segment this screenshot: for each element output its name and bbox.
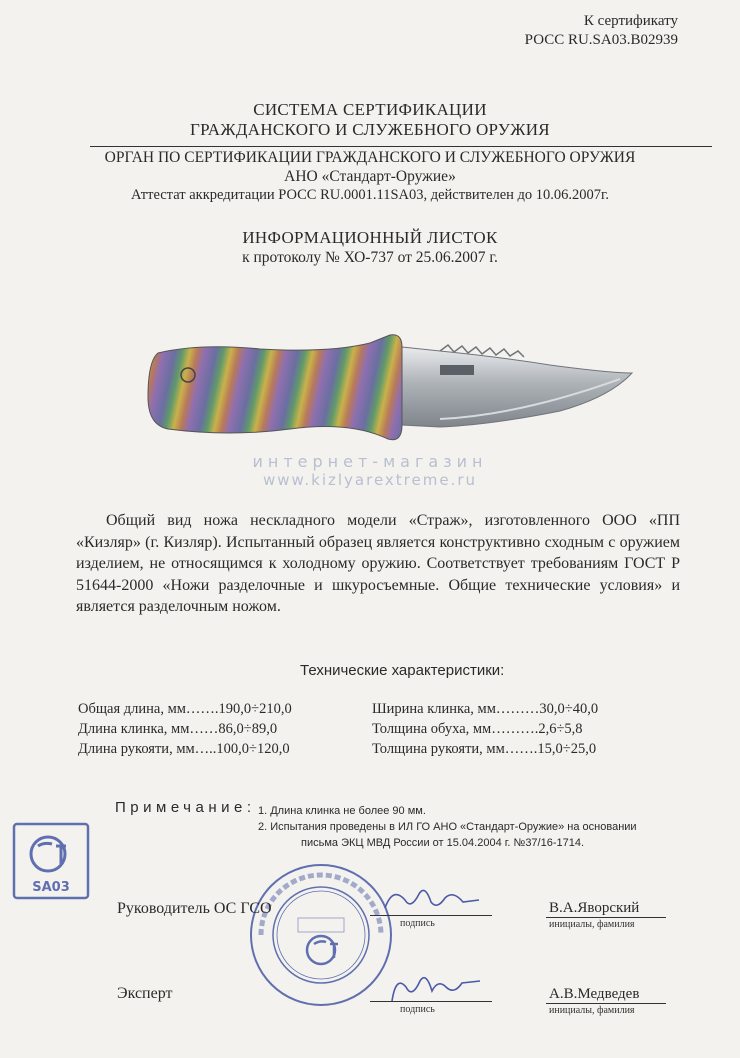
spec-item: Толщина обуха, мм……….2,6÷5,8 (372, 721, 583, 737)
sa03-stamp-text: SA03 (32, 880, 70, 895)
spec-item: Длина клинка, мм……86,0÷89,0 (78, 721, 278, 737)
head-role: Руководитель ОС ГСО (117, 900, 272, 917)
sa03-stamp (10, 820, 92, 902)
cert-ref-line-2: РОСС RU.SA03.B02939 (524, 32, 678, 48)
watermark (0, 452, 740, 489)
signature-line (370, 915, 492, 916)
spec-item: Толщина рукояти, мм…….15,0÷25,0 (372, 741, 597, 757)
body-title-line-1: ОРГАН ПО СЕРТИФИКАЦИИ ГРАЖДАНСКОГО И СЛУЖЕБНОГО ОРУЖИЯ (104, 149, 636, 166)
organization-seal (246, 860, 396, 1010)
name-line (546, 1003, 666, 1004)
name-line (546, 917, 666, 918)
accreditation-line: Аттестат аккредитации РОСС RU.0001.11SA03, действителен до 10.06.2007г. (131, 187, 609, 203)
signature-caption: подпись (400, 918, 435, 929)
knife-handle (148, 335, 402, 440)
signature-line (370, 1001, 492, 1002)
system-title-line-2: ГРАЖДАНСКОГО И СЛУЖЕБНОГО ОРУЖИЯ (190, 120, 550, 139)
spec-item: Общая длина, мм…….190,0÷210,0 (78, 701, 292, 717)
knife-image (140, 325, 640, 450)
body-title-line-2: АНО «Стандарт-Оружие» (284, 168, 456, 185)
notes-label: Примечание: (115, 799, 256, 816)
certification-body (0, 148, 740, 186)
signature-caption: подпись (400, 1004, 435, 1015)
blade-logo (440, 365, 474, 375)
spec-item: Ширина клинка, мм………30,0÷40,0 (372, 701, 599, 717)
note-item-1: 1. Длина клинка не более 90 мм. (258, 805, 426, 817)
protocol-line: к протоколу № ХО-737 от 25.06.2007 г. (242, 249, 498, 266)
note-item-2-continued: письма ЭКЦ МВД России от 15.04.2004 г. №37/16-1714. (301, 837, 585, 849)
cert-ref-line-1: К сертификату (583, 13, 678, 29)
initials-caption: инициалы, фамилия (549, 919, 635, 930)
system-header (0, 100, 740, 140)
expert-role: Эксперт (117, 985, 173, 1002)
signature-expert (380, 965, 490, 1009)
initials-caption: инициалы, фамилия (549, 1005, 635, 1016)
notes-list (258, 803, 637, 851)
watermark-line-2: www.kizlyarextreme.ru (262, 471, 478, 489)
certificate-reference (525, 12, 678, 50)
watermark-line-1: интернет-магазин (252, 452, 488, 471)
expert-name: А.В.Медведев (549, 986, 640, 1002)
header-divider (90, 146, 712, 147)
info-sheet-title: ИНФОРМАЦИОННЫЙ ЛИСТОК (242, 228, 498, 247)
signature-head (375, 880, 485, 920)
description-paragraph: Общий вид ножа нескладного модели «Страж», изготовленного ООО «ПП «Кизляр» (г. Кизляр). Испытанный образец является конструктивно сходным с оружием изделием, не относящимся к холодному оружию. Соответствует требованиям ГОСТ Р 51644-2000 «Ножи разделочные и шкуросъемные. Общие технические условия» и является разделочным ножом. (76, 512, 680, 615)
spec-item: Длина рукояти, мм…..100,0÷120,0 (78, 741, 290, 757)
specs-left-column (78, 699, 292, 759)
note-item-2: 2. Испытания проведены в ИЛ ГО АНО «Стандарт-Оружие» на основании (258, 821, 637, 833)
head-name: В.А.Яворский (549, 900, 640, 916)
specs-right-column (372, 699, 598, 759)
system-title-line-1: СИСТЕМА СЕРТИФИКАЦИИ (253, 100, 487, 119)
specs-title: Технические характеристики: (300, 662, 505, 679)
